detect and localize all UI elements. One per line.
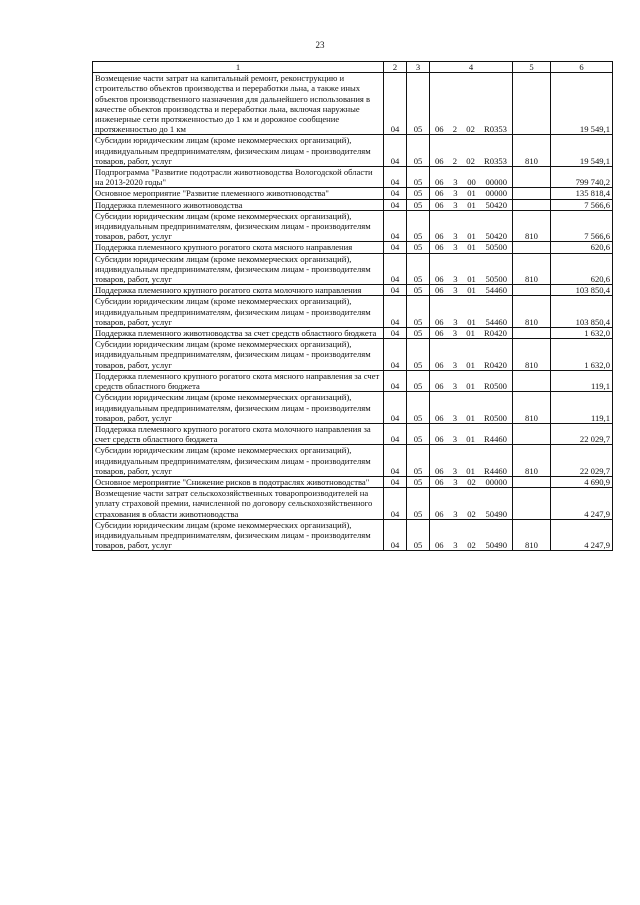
code-part: 06 <box>435 434 444 445</box>
code-part: 54460 <box>485 316 507 327</box>
subsection-code: 05 <box>407 73 430 135</box>
table-row <box>93 73 613 135</box>
expense-type-code <box>513 285 551 296</box>
target-article-code <box>430 253 513 285</box>
code-part: 50500 <box>485 242 507 253</box>
code-part: 06 <box>435 359 444 370</box>
code-part: 06 <box>435 412 444 423</box>
section-code: 04 <box>384 488 407 520</box>
section-code: 04 <box>384 188 407 199</box>
subsection-code: 05 <box>407 210 430 242</box>
code-part: 3 <box>453 199 458 210</box>
code-part: 01 <box>466 465 475 476</box>
subsection-code: 05 <box>407 242 430 253</box>
target-article-code <box>430 210 513 242</box>
code-part: 01 <box>467 316 476 327</box>
subsection-code: 05 <box>407 445 430 477</box>
code-part: 06 <box>435 124 444 135</box>
target-article-code <box>430 73 513 135</box>
code-part: 54460 <box>485 285 507 296</box>
target-article-code <box>430 328 513 339</box>
code-part: 3 <box>453 177 458 188</box>
code-part: 3 <box>452 359 458 370</box>
target-article-code <box>430 519 513 551</box>
table-row <box>93 476 613 487</box>
target-article-code <box>430 199 513 210</box>
section-code: 04 <box>384 242 407 253</box>
header-cell: 4 <box>430 62 513 73</box>
code-part: 02 <box>466 155 475 166</box>
target-article-code <box>430 285 513 296</box>
header-cell: 2 <box>384 62 407 73</box>
code-part: 00000 <box>485 476 507 487</box>
amount: 22 029,7 <box>551 445 613 477</box>
section-code: 04 <box>384 423 407 444</box>
table-row <box>93 423 613 444</box>
row-name: Субсидии юридическим лицам (кроме некоммерческих организаций), индивидуальным предпринимателям, физическим лицам - производителям товаров, работ, услуг <box>93 445 384 477</box>
code-part: 02 <box>467 540 476 551</box>
row-name: Подпрограмма "Развитие подотрасли животноводства Вологодской области на 2013-2020 годы" <box>93 167 384 188</box>
code-part: 06 <box>435 508 444 519</box>
code-part: 01 <box>466 412 475 423</box>
section-code: 04 <box>384 167 407 188</box>
code-part: 01 <box>466 359 475 370</box>
amount: 799 740,2 <box>551 167 613 188</box>
code-part: 3 <box>453 285 458 296</box>
section-code: 04 <box>384 339 407 371</box>
code-part: 02 <box>467 476 476 487</box>
code-part: 06 <box>435 476 444 487</box>
amount: 22 029,7 <box>551 423 613 444</box>
code-part: 02 <box>467 508 476 519</box>
amount: 4 690,9 <box>551 476 613 487</box>
code-part: R0353 <box>484 124 507 135</box>
table-row <box>93 135 613 167</box>
row-name: Основное мероприятие "Развитие племенного животноводства" <box>93 188 384 199</box>
target-article-code <box>430 488 513 520</box>
row-name: Субсидии юридическим лицам (кроме некоммерческих организаций), индивидуальным предпринимателям, физическим лицам - производителям товаров, работ, услуг <box>93 519 384 551</box>
expense-type-code <box>513 423 551 444</box>
target-article-code <box>430 370 513 391</box>
code-part: 50420 <box>485 231 507 242</box>
code-part: 06 <box>435 177 444 188</box>
subsection-code: 05 <box>407 488 430 520</box>
code-part: 01 <box>467 188 476 199</box>
code-part: 06 <box>435 540 444 551</box>
table-row <box>93 488 613 520</box>
code-part: 06 <box>435 242 444 253</box>
target-article-code <box>430 392 513 424</box>
code-part: 50420 <box>485 199 507 210</box>
row-name: Поддержка племенного крупного рогатого скота мясного направления <box>93 242 384 253</box>
code-part: 50500 <box>485 274 507 285</box>
code-part: 06 <box>435 188 444 199</box>
expense-type-code: 810 <box>513 445 551 477</box>
code-part: 2 <box>452 124 458 135</box>
table-row <box>93 519 613 551</box>
code-part: 3 <box>452 434 458 445</box>
header-cell: 1 <box>93 62 384 73</box>
table-row <box>93 188 613 199</box>
code-part: 3 <box>453 242 458 253</box>
budget-table <box>92 61 613 551</box>
expense-type-code <box>513 242 551 253</box>
code-part: 01 <box>467 285 476 296</box>
subsection-code: 05 <box>407 476 430 487</box>
row-name: Поддержка племенного крупного рогатого скота молочного направления за счет средств областного бюджета <box>93 423 384 444</box>
amount: 135 818,4 <box>551 188 613 199</box>
expense-type-code <box>513 73 551 135</box>
code-part: 3 <box>452 412 458 423</box>
code-part: 3 <box>453 231 458 242</box>
row-name: Субсидии юридическим лицам (кроме некоммерческих организаций), индивидуальным предпринимателям, физическим лицам - производителям товаров, работ, услуг <box>93 339 384 371</box>
code-part: 01 <box>467 242 476 253</box>
subsection-code: 05 <box>407 392 430 424</box>
code-part: 00000 <box>485 177 507 188</box>
row-name: Основное мероприятие "Снижение рисков в подотраслях животноводства" <box>93 476 384 487</box>
target-article-code <box>430 476 513 487</box>
table-row <box>93 199 613 210</box>
code-part: 06 <box>435 285 444 296</box>
code-part: 01 <box>466 381 475 392</box>
row-name: Субсидии юридическим лицам (кроме некоммерческих организаций), индивидуальным предпринимателям, физическим лицам - производителям товаров, работ, услуг <box>93 392 384 424</box>
subsection-code: 05 <box>407 199 430 210</box>
code-part: R0353 <box>484 155 507 166</box>
code-part: 06 <box>435 199 444 210</box>
table-row <box>93 242 613 253</box>
subsection-code: 05 <box>407 519 430 551</box>
code-part: R0420 <box>484 328 507 339</box>
expense-type-code: 810 <box>513 253 551 285</box>
table-row <box>93 285 613 296</box>
section-code: 04 <box>384 199 407 210</box>
row-name: Субсидии юридическим лицам (кроме некоммерческих организаций), индивидуальным предпринимателям, физическим лицам - производителям товаров, работ, услуг <box>93 296 384 328</box>
target-article-code <box>430 167 513 188</box>
expense-type-code: 810 <box>513 135 551 167</box>
code-part: 06 <box>435 381 444 392</box>
subsection-code: 05 <box>407 328 430 339</box>
expense-type-code: 810 <box>513 296 551 328</box>
code-part: 06 <box>435 155 444 166</box>
subsection-code: 05 <box>407 285 430 296</box>
header-cell: 5 <box>513 62 551 73</box>
amount: 19 549,1 <box>551 135 613 167</box>
section-code: 04 <box>384 73 407 135</box>
code-part: 06 <box>435 328 444 339</box>
section-code: 04 <box>384 370 407 391</box>
amount: 620,6 <box>551 253 613 285</box>
section-code: 04 <box>384 519 407 551</box>
section-code: 04 <box>384 253 407 285</box>
header-cell: 3 <box>407 62 430 73</box>
code-part: R0500 <box>484 412 507 423</box>
expense-type-code <box>513 476 551 487</box>
code-part: R4460 <box>484 465 507 476</box>
subsection-code: 05 <box>407 296 430 328</box>
subsection-code: 05 <box>407 188 430 199</box>
row-name: Субсидии юридическим лицам (кроме некоммерческих организаций), индивидуальным предпринимателям, физическим лицам - производителям товаров, работ, услуг <box>93 135 384 167</box>
code-part: R0500 <box>484 381 507 392</box>
expense-type-code <box>513 488 551 520</box>
subsection-code: 05 <box>407 423 430 444</box>
table-row <box>93 339 613 371</box>
amount: 119,1 <box>551 370 613 391</box>
code-part: 3 <box>453 188 458 199</box>
expense-type-code <box>513 167 551 188</box>
code-part: 3 <box>453 316 458 327</box>
page-number: 23 <box>315 40 325 50</box>
subsection-code: 05 <box>407 253 430 285</box>
code-part: 06 <box>435 231 444 242</box>
section-code: 04 <box>384 296 407 328</box>
code-part: 01 <box>467 231 476 242</box>
subsection-code: 05 <box>407 339 430 371</box>
table-row <box>93 328 613 339</box>
expense-type-code: 810 <box>513 339 551 371</box>
code-part: 02 <box>466 124 475 135</box>
code-part: 06 <box>435 465 444 476</box>
expense-type-code: 810 <box>513 392 551 424</box>
expense-type-code: 810 <box>513 210 551 242</box>
row-name: Субсидии юридическим лицам (кроме некоммерческих организаций), индивидуальным предпринимателям, физическим лицам - производителям товаров, работ, услуг <box>93 210 384 242</box>
header-cell: 6 <box>551 62 613 73</box>
amount: 119,1 <box>551 392 613 424</box>
expense-type-code <box>513 199 551 210</box>
code-part: 3 <box>452 328 458 339</box>
code-part: 50490 <box>485 540 507 551</box>
code-part: 00 <box>467 177 476 188</box>
amount: 19 549,1 <box>551 73 613 135</box>
code-part: 3 <box>453 476 458 487</box>
subsection-code: 05 <box>407 370 430 391</box>
code-part: 01 <box>466 434 475 445</box>
amount: 7 566,6 <box>551 210 613 242</box>
code-part: R4460 <box>484 434 507 445</box>
expense-type-code <box>513 370 551 391</box>
amount: 4 247,9 <box>551 488 613 520</box>
code-part: 2 <box>452 155 458 166</box>
row-name: Поддержка племенного животноводства <box>93 199 384 210</box>
table-row <box>93 392 613 424</box>
section-code: 04 <box>384 328 407 339</box>
target-article-code <box>430 445 513 477</box>
code-part: 01 <box>466 328 475 339</box>
code-part: 50490 <box>485 508 507 519</box>
amount: 620,6 <box>551 242 613 253</box>
code-part: 3 <box>453 274 458 285</box>
row-name: Возмещение части затрат на капитальный ремонт, реконструкцию и строительство объектов производства и переработки льна, а также иных объектов производственного назначения для дальнейшего использования в качестве объектов производства и переработки льна, включая наружные инженерные сети протяженностью до 1 км и дорожное сообщение протяженностью до 1 км <box>93 73 384 135</box>
amount: 1 632,0 <box>551 339 613 371</box>
target-article-code <box>430 188 513 199</box>
target-article-code <box>430 339 513 371</box>
row-name: Поддержка племенного животноводства за счет средств областного бюджета <box>93 328 384 339</box>
amount: 1 632,0 <box>551 328 613 339</box>
target-article-code <box>430 135 513 167</box>
row-name: Поддержка племенного крупного рогатого скота молочного направления <box>93 285 384 296</box>
amount: 4 247,9 <box>551 519 613 551</box>
amount: 7 566,6 <box>551 199 613 210</box>
section-code: 04 <box>384 210 407 242</box>
code-part: 00000 <box>485 188 507 199</box>
row-name: Субсидии юридическим лицам (кроме некоммерческих организаций), индивидуальным предпринимателям, физическим лицам - производителям товаров, работ, услуг <box>93 253 384 285</box>
expense-type-code <box>513 328 551 339</box>
code-part: 3 <box>453 508 458 519</box>
target-article-code <box>430 423 513 444</box>
code-part: 06 <box>435 316 444 327</box>
target-article-code <box>430 296 513 328</box>
section-code: 04 <box>384 285 407 296</box>
section-code: 04 <box>384 392 407 424</box>
subsection-code: 05 <box>407 167 430 188</box>
code-part: 01 <box>467 199 476 210</box>
row-name: Возмещение части затрат сельскохозяйственных товаропроизводителей на уплату страховой премии, начисленной по договору сельскохозяйственного страхования в области животноводства <box>93 488 384 520</box>
table-row <box>93 370 613 391</box>
section-code: 04 <box>384 135 407 167</box>
expense-type-code: 810 <box>513 519 551 551</box>
code-part: 06 <box>435 274 444 285</box>
code-part: 3 <box>452 465 458 476</box>
amount: 103 850,4 <box>551 285 613 296</box>
subsection-code: 05 <box>407 135 430 167</box>
header-row <box>93 62 613 73</box>
section-code: 04 <box>384 476 407 487</box>
code-part: R0420 <box>484 359 507 370</box>
table-row <box>93 167 613 188</box>
code-part: 3 <box>452 381 458 392</box>
row-name: Поддержка племенного крупного рогатого скота мясного направления за счет средств областного бюджета <box>93 370 384 391</box>
table-row <box>93 445 613 477</box>
target-article-code <box>430 242 513 253</box>
amount: 103 850,4 <box>551 296 613 328</box>
code-part: 3 <box>453 540 458 551</box>
table-row <box>93 296 613 328</box>
section-code: 04 <box>384 445 407 477</box>
table-row <box>93 210 613 242</box>
code-part: 01 <box>467 274 476 285</box>
table-row <box>93 253 613 285</box>
expense-type-code <box>513 188 551 199</box>
